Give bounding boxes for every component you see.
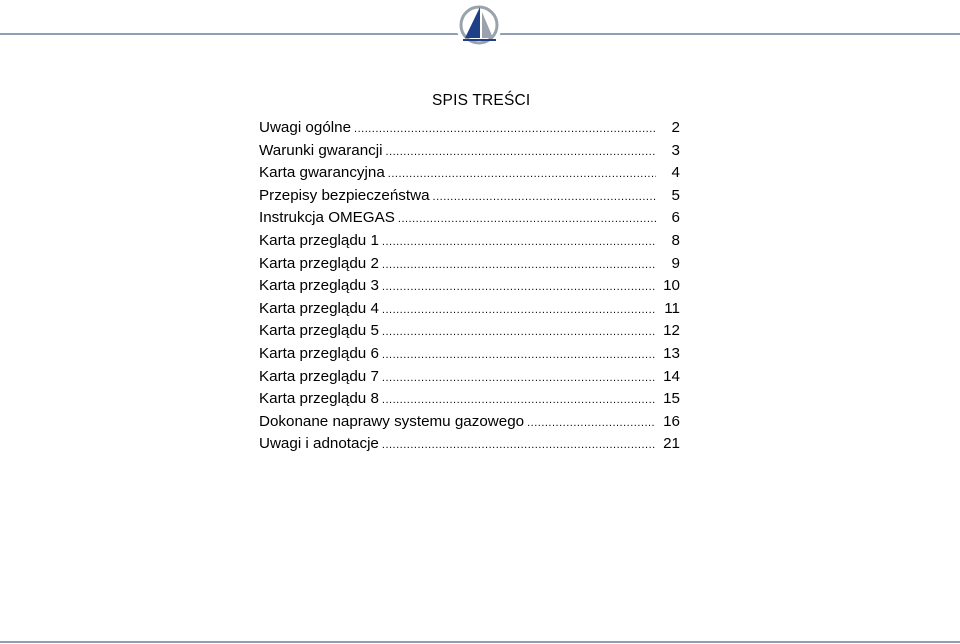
toc-entry[interactable] bbox=[259, 187, 680, 210]
toc-entry-page: 10 bbox=[663, 277, 680, 295]
toc-entry[interactable] bbox=[259, 164, 680, 187]
toc-entry-label: Karta przeglądu 8 bbox=[259, 390, 379, 408]
toc-entry[interactable] bbox=[259, 300, 680, 323]
dot-leader bbox=[382, 282, 656, 293]
toc-entry-page: 12 bbox=[663, 322, 680, 340]
dot-leader bbox=[398, 214, 656, 225]
dot-leader bbox=[354, 124, 656, 135]
toc-entry-label: Uwagi i adnotacje bbox=[259, 435, 379, 453]
toc-entry-page: 3 bbox=[671, 141, 680, 159]
toc-entry-page: 13 bbox=[663, 344, 680, 362]
toc-entry-page: 16 bbox=[663, 412, 680, 430]
sail-logo-icon bbox=[456, 2, 502, 48]
toc-entry[interactable] bbox=[259, 209, 680, 232]
toc-entry[interactable] bbox=[259, 322, 680, 345]
toc-entry[interactable] bbox=[259, 345, 680, 368]
toc-entry[interactable] bbox=[259, 232, 680, 255]
toc-entry-label: Karta przeglądu 4 bbox=[259, 299, 379, 317]
dot-leader bbox=[382, 305, 656, 316]
toc-entry[interactable] bbox=[259, 413, 680, 436]
toc-entry-page: 2 bbox=[671, 119, 680, 136]
dot-leader bbox=[527, 418, 656, 429]
dot-leader bbox=[382, 395, 656, 406]
toc-entry-label: Karta przeglądu 1 bbox=[259, 231, 379, 249]
footer-rule bbox=[0, 641, 960, 643]
toc-entry-page: 15 bbox=[663, 390, 680, 408]
toc-entry-label: Przepisy bezpieczeństwa bbox=[259, 186, 430, 204]
dot-leader bbox=[382, 260, 656, 271]
toc-entry-label: Karta przeglądu 3 bbox=[259, 277, 379, 295]
toc-entry-label: Karta przeglądu 5 bbox=[259, 322, 379, 340]
toc-entry-label: Uwagi ogólne bbox=[259, 119, 352, 136]
toc-entry-page: 6 bbox=[671, 209, 680, 227]
dot-leader bbox=[382, 350, 656, 361]
toc-entry-label: Karta przeglądu 2 bbox=[259, 254, 379, 272]
dot-leader bbox=[388, 169, 656, 180]
toc-entry-label: Instrukcja OMEGAS bbox=[259, 209, 395, 227]
toc-entry-page: 21 bbox=[663, 435, 680, 453]
table-of-contents bbox=[259, 119, 680, 458]
toc-entry-page: 9 bbox=[671, 254, 680, 272]
toc-entry-page: 8 bbox=[671, 231, 680, 249]
toc-entry[interactable] bbox=[259, 119, 680, 142]
dot-leader bbox=[382, 440, 656, 451]
toc-entry[interactable] bbox=[259, 368, 680, 391]
toc-entry[interactable] bbox=[259, 142, 680, 165]
toc-entry-label: Dokonane naprawy systemu gazowego bbox=[259, 412, 525, 430]
toc-entry-page: 4 bbox=[671, 164, 680, 182]
toc-entry[interactable] bbox=[259, 277, 680, 300]
dot-leader bbox=[382, 237, 656, 248]
dot-leader bbox=[382, 327, 656, 338]
toc-entry-label: Karta gwarancyjna bbox=[259, 164, 385, 182]
dot-leader bbox=[382, 373, 656, 384]
dot-leader bbox=[386, 147, 656, 158]
toc-entry[interactable] bbox=[259, 435, 680, 458]
dot-leader bbox=[433, 192, 656, 203]
toc-entry[interactable] bbox=[259, 390, 680, 413]
toc-entry-page: 5 bbox=[671, 186, 680, 204]
toc-entry-label: Karta przeglądu 6 bbox=[259, 344, 379, 362]
page-title: SPIS TREŚCI bbox=[432, 92, 531, 109]
toc-entry[interactable] bbox=[259, 255, 680, 278]
toc-entry-page: 14 bbox=[663, 367, 680, 385]
toc-entry-page: 11 bbox=[664, 299, 680, 317]
toc-entry-label: Warunki gwarancji bbox=[259, 141, 383, 159]
toc-entry-label: Karta przeglądu 7 bbox=[259, 367, 379, 385]
